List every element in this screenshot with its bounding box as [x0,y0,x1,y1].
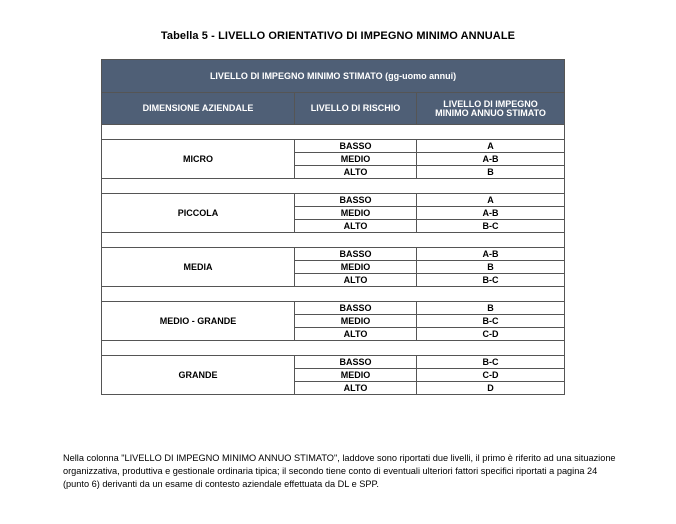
level-cell: B-C [417,315,565,328]
level-cell: A-B [417,153,565,166]
table-header-main: LIVELLO DI IMPEGNO MINIMO STIMATO (gg-uomo annui) [102,60,565,93]
table-row [102,140,565,153]
level-cell: B-C [417,220,565,233]
level-cell: C-D [417,369,565,382]
col-header-level [417,93,565,125]
level-cell: B [417,166,565,179]
level-cell: B [417,261,565,274]
level-cell: B-C [417,274,565,287]
spacer-cell [102,179,565,194]
risk-cell: MEDIO [295,315,417,328]
col-header-risk: LIVELLO DI RISCHIO [295,93,417,125]
table-row [102,302,565,315]
risk-cell: MEDIO [295,369,417,382]
level-cell: A [417,140,565,153]
risk-cell: BASSO [295,302,417,315]
table-row [102,248,565,261]
table-row [102,356,565,369]
level-cell: B-C [417,356,565,369]
col-header-level-line2: MINIMO ANNUO STIMATO [435,107,546,118]
table-title: Tabella 5 - LIVELLO ORIENTATIVO DI IMPEGNO MINIMO ANNUALE [160,30,516,42]
level-cell: D [417,382,565,395]
dimension-cell: PICCOLA [102,194,295,233]
level-cell: A [417,194,565,207]
risk-cell: ALTO [295,382,417,395]
level-cell: A-B [417,207,565,220]
spacer-row [102,125,565,140]
col-header-level-line1: LIVELLO DI IMPEGNO [443,98,538,109]
risk-cell: MEDIO [295,153,417,166]
risk-cell: BASSO [295,194,417,207]
impegno-table [101,59,565,395]
table-body [102,125,565,395]
dimension-cell: GRANDE [102,356,295,395]
level-cell: A-B [417,248,565,261]
risk-cell: BASSO [295,140,417,153]
level-cell: C-D [417,328,565,341]
col-header-dimension: DIMENSIONE AZIENDALE [102,93,295,125]
risk-cell: ALTO [295,220,417,233]
spacer-cell [102,233,565,248]
risk-cell: BASSO [295,356,417,369]
risk-cell: MEDIO [295,261,417,274]
spacer-row [102,287,565,302]
risk-cell: ALTO [295,328,417,341]
level-cell: B [417,302,565,315]
table-row [102,194,565,207]
spacer-row [102,341,565,356]
risk-cell: ALTO [295,274,417,287]
risk-cell: BASSO [295,248,417,261]
spacer-cell [102,341,565,356]
spacer-cell [102,287,565,302]
risk-cell: ALTO [295,166,417,179]
footnote: Nella colonna "LIVELLO DI IMPEGNO MINIMO ANNUO STIMATO", laddove sono riportati due livelli, il primo è riferito ad una situazione organizzativa, produttiva e gestionale ordinaria tipica; il secondo tiene conto di eventuali ulteriori fattori specifici riportati a pagina 24 (punto 6) derivanti da un esame di contesto aziendale effettuata da DL e SPP. [63,453,616,490]
spacer-row [102,233,565,248]
dimension-cell: MICRO [102,140,295,179]
spacer-row [102,179,565,194]
risk-cell: MEDIO [295,207,417,220]
spacer-cell [102,125,565,140]
dimension-cell: MEDIA [102,248,295,287]
dimension-cell: MEDIO - GRANDE [102,302,295,341]
